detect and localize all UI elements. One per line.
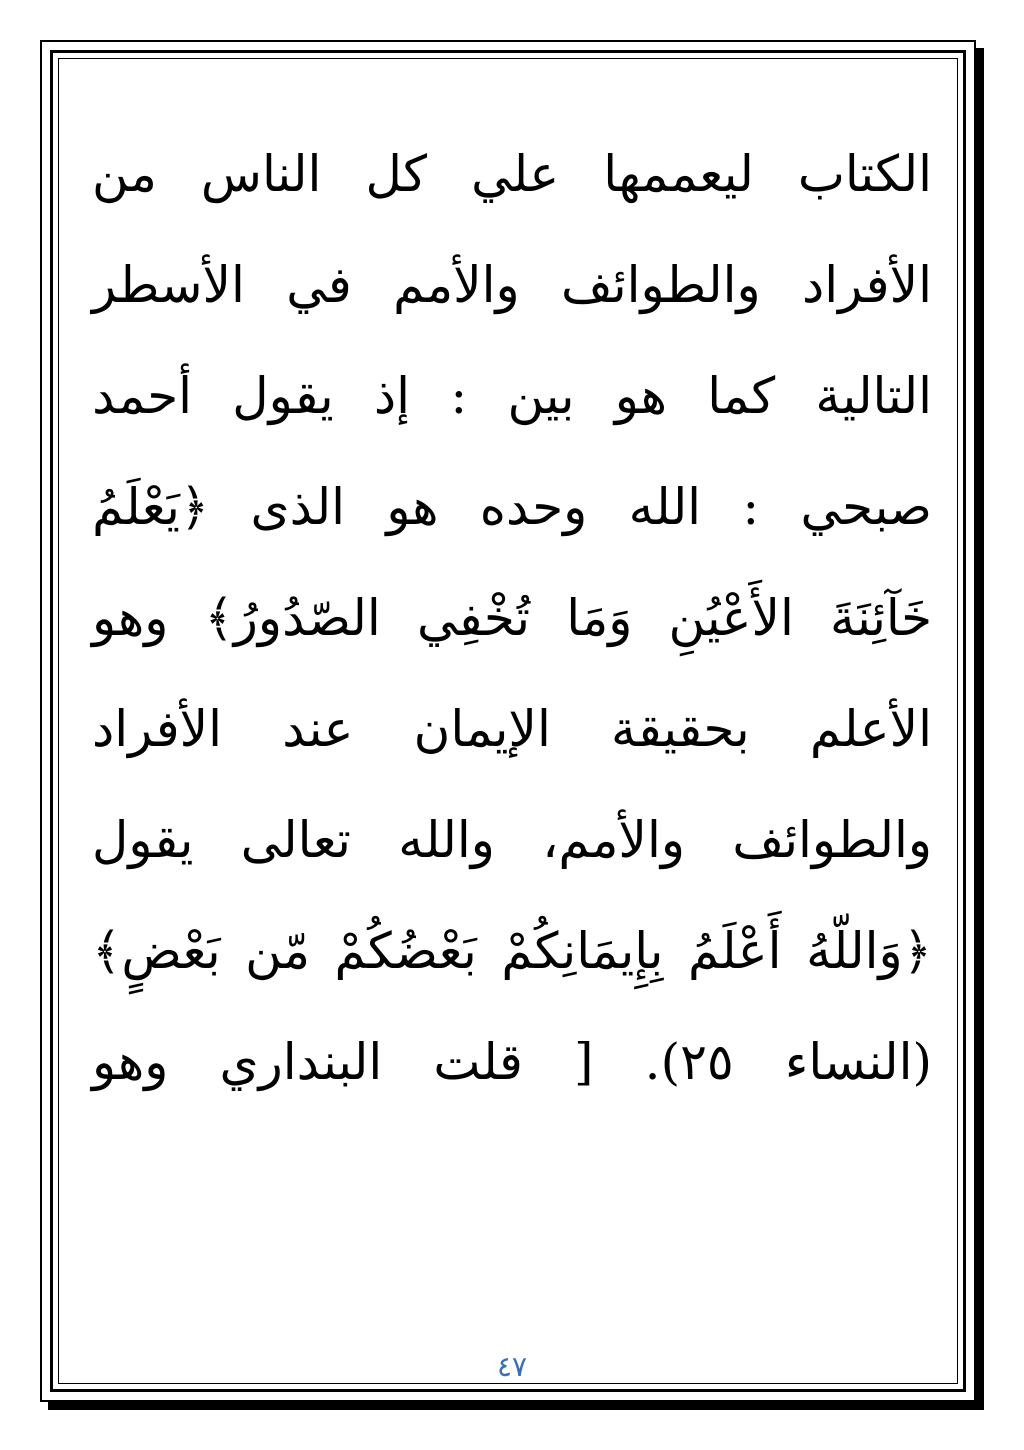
word: [ [574,1032,594,1091]
word: بَعْضُكُمْ [334,921,477,980]
word: الصّدُورُ﴾ [204,588,381,647]
word: والله [398,810,495,869]
word: الأفراد [92,699,223,758]
word: أَعْلَمُ [687,921,782,980]
word: ٢٥). [644,1032,734,1091]
word: تعالى [240,810,351,869]
word: : [742,477,760,536]
word: البنداري [219,1032,383,1091]
word: ﴿وَاللّهُ [806,921,932,980]
word: بَعْضٍ﴾ [92,921,221,980]
word: الله [628,477,702,536]
word: من [92,144,157,203]
word: وهو [92,588,169,647]
word: والأمم [393,255,520,314]
word: بين [507,366,575,425]
word: هو [614,366,667,425]
word: وَمَا [566,588,633,647]
word: والأمم، [542,810,685,869]
word: تُخْفِي [416,588,531,647]
word: يقول [92,810,194,869]
word: أحمد [92,366,193,425]
word: هو [386,477,439,536]
page-number: ٤٧ [496,1350,528,1383]
text-line-7 [92,784,932,895]
word: خَآئِنَةَ [830,588,932,647]
word: ليعممها [603,144,754,203]
word: ﴿يَعْلَمُ [92,477,210,536]
word: التالية [815,366,932,425]
word: والطوائف [560,255,761,314]
text-line-2 [92,229,932,340]
text-line-8 [92,895,932,1006]
word: قلت [433,1032,523,1091]
word: علي [471,144,560,203]
word: كل [365,144,428,203]
word: الأسطر [92,255,245,314]
word: الأفراد [801,255,932,314]
word: (النساء [784,1032,932,1091]
word: الذى [250,477,346,536]
word: الناس [200,144,322,203]
word: صبحي [800,477,932,536]
word: بحقيقة [611,699,750,758]
word: والطوائف [732,810,932,869]
word: : [450,366,468,425]
document-text [92,118,932,1117]
text-line-3 [92,340,932,451]
text-line-9 [92,1006,932,1117]
word: عند [282,699,354,758]
text-line-4 [92,451,932,562]
word: بِإِيمَانِكُمْ [501,921,664,980]
word: إذ [373,366,411,425]
word: الأعلم [809,699,932,758]
word: الأَعْيُنِ [668,588,794,647]
text-line-1 [92,118,932,229]
text-line-6 [92,673,932,784]
text-line-5 [92,562,932,673]
word: مّن [245,921,310,980]
word: الكتاب [797,144,932,203]
word: في [286,255,352,314]
word: وحده [479,477,588,536]
word: الإيمان [413,699,551,758]
word: وهو [92,1032,169,1091]
word: يقول [232,366,334,425]
word: كما [707,366,776,425]
